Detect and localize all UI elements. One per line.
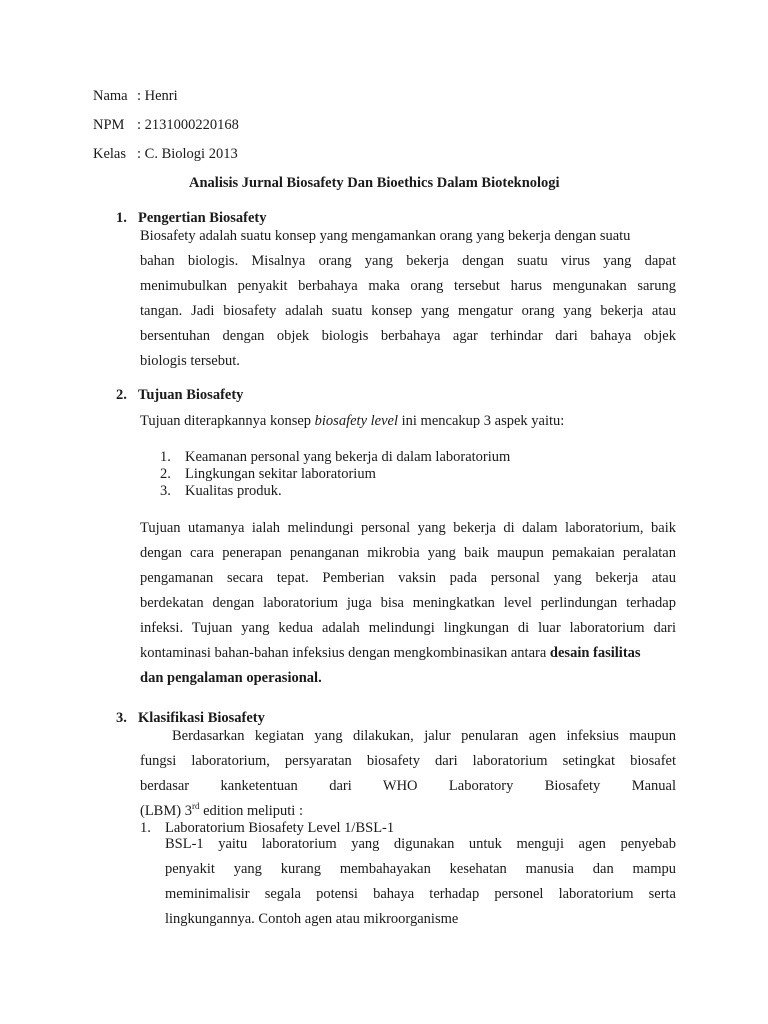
- paragraph-line: penyakit yang kurang membahayakan kesehatan manusia dan mampu: [165, 861, 676, 877]
- list-item: 1. Keamanan personal yang bekerja di dalam laboratorium: [160, 449, 511, 465]
- document-title: Analisis Jurnal Biosafety Dan Bioethics Dalam Bioteknologi: [189, 175, 560, 191]
- list-item: 3. Kualitas produk.: [160, 483, 282, 499]
- paragraph-line: meminimalisir segala potensi bahaya terhadap personel laboratorium serta: [165, 886, 676, 902]
- paragraph-line: berdekatan dengan laboratorium juga bisa meningkatkan level perlindungan terhadap: [140, 595, 676, 611]
- npm-value: : 2131000220168: [137, 117, 239, 133]
- section-1-title: Pengertian Biosafety: [138, 210, 267, 226]
- paragraph-line: pengamanan secara tepat. Pemberian vaksin pada personal yang bekerja atau: [140, 570, 676, 586]
- section-2-title: Tujuan Biosafety: [138, 387, 244, 403]
- paragraph-line: fungsi laboratorium, persyaratan biosafety dari laboratorium setingkat biosafet: [140, 753, 676, 769]
- section-2-intro: Tujuan diterapkannya konsep biosafety level ini mencakup 3 aspek yaitu:: [140, 413, 565, 429]
- section-3-heading: [116, 710, 265, 727]
- paragraph-line: lingkungannya. Contoh agen atau mikroorganisme: [165, 911, 459, 927]
- subsection-heading: 1. Laboratorium Biosafety Level 1/BSL-1: [140, 820, 395, 836]
- paragraph-line: menimubulkan penyakit berbahaya maka orang tersebut harus mengunakan sarung: [140, 278, 676, 294]
- section-3-title: Klasifikasi Biosafety: [138, 710, 265, 726]
- paragraph-line: (LBM) 3rd edition meliputi :: [140, 801, 303, 819]
- paragraph-line: bahan biologis. Misalnya orang yang bekerja dengan suatu virus yang dapat: [140, 253, 676, 269]
- section-1-number: 1.: [116, 210, 127, 226]
- paragraph-line: dengan cara penerapan penanganan mikrobia yang baik maupun pemakaian peralatan: [140, 545, 676, 561]
- name-label: Nama: [93, 88, 128, 104]
- paragraph-line: bersentuhan dengan objek biologis berbahaya agar terhindar dari bahaya objek: [140, 328, 676, 344]
- section-2-number: 2.: [116, 387, 127, 403]
- section-2-heading: [116, 387, 243, 404]
- list-item: 2. Lingkungan sekitar laboratorium: [160, 466, 376, 482]
- npm-label: NPM: [93, 117, 125, 133]
- section-1-heading: [116, 210, 266, 227]
- kelas-label: Kelas: [93, 146, 127, 162]
- paragraph-line: dan pengalaman operasional.: [140, 670, 322, 686]
- paragraph-line: Biosafety adalah suatu konsep yang mengamankan orang yang bekerja dengan suatu: [140, 228, 631, 244]
- paragraph-line: biologis tersebut.: [140, 353, 240, 369]
- paragraph-line: berdasar kanketentuan dari WHO Laboratory Biosafety Manual: [140, 778, 676, 794]
- subsection-paragraph: [165, 836, 676, 936]
- name-value: : Henri: [137, 88, 178, 104]
- paragraph-line: Tujuan utamanya ialah melindungi personal yang bekerja di dalam laboratorium, baik: [140, 520, 676, 536]
- section-3-number: 3.: [116, 710, 127, 726]
- paragraph-line: kontaminasi bahan-bahan infeksius dengan mengkombinasikan antara desain fasilitas: [140, 645, 641, 661]
- paragraph-line: infeksi. Tujuan yang kedua adalah melindungi lingkungan di luar laboratorium dari: [140, 620, 676, 636]
- paragraph-line: tangan. Jadi biosafety adalah suatu konsep yang mengatur orang yang bekerja atau: [140, 303, 676, 319]
- aspect-list: [160, 449, 510, 500]
- kelas-value: : C. Biologi 2013: [137, 146, 238, 162]
- paragraph-line: Berdasarkan kegiatan yang dilakukan, jalur penularan agen infeksius maupun: [172, 728, 676, 744]
- paragraph-line: BSL-1 yaitu laboratorium yang digunakan untuk menguji agen penyebab: [165, 836, 676, 852]
